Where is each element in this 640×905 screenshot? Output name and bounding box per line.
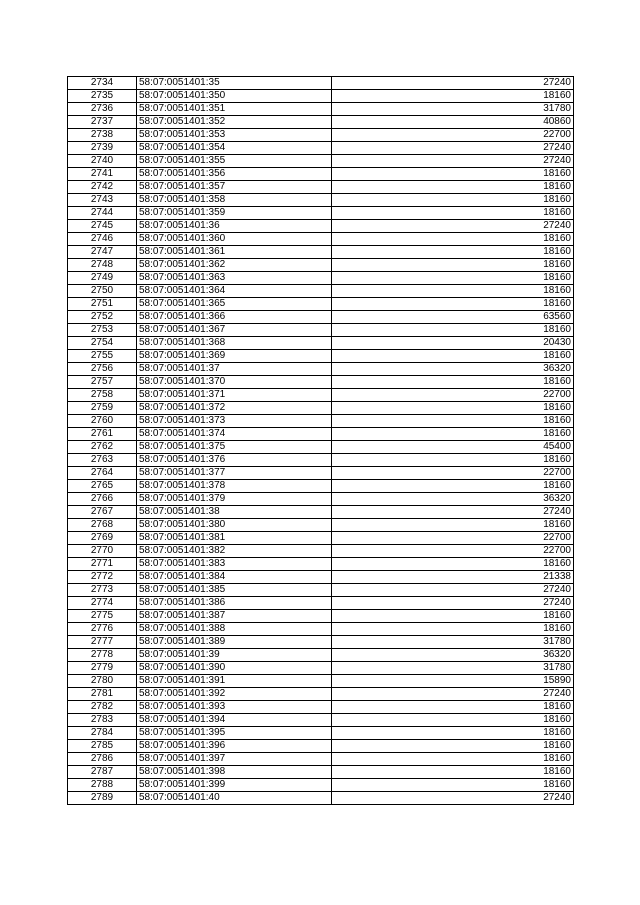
value-cell: 21338	[332, 571, 574, 584]
cadastral-number-cell: 58:07:0051401:358	[137, 194, 332, 207]
cadastral-number-cell: 58:07:0051401:353	[137, 129, 332, 142]
value-cell: 36320	[332, 493, 574, 506]
row-number-cell: 2771	[68, 558, 137, 571]
row-number-cell: 2769	[68, 532, 137, 545]
cadastral-number-cell: 58:07:0051401:39	[137, 649, 332, 662]
value-cell: 22700	[332, 545, 574, 558]
row-number-cell: 2748	[68, 259, 137, 272]
cadastral-number-cell: 58:07:0051401:355	[137, 155, 332, 168]
table-row	[68, 454, 574, 467]
row-number-cell: 2737	[68, 116, 137, 129]
table-row	[68, 532, 574, 545]
value-cell: 40860	[332, 116, 574, 129]
table-row	[68, 376, 574, 389]
cadastral-number-cell: 58:07:0051401:374	[137, 428, 332, 441]
table-row	[68, 246, 574, 259]
table-row	[68, 311, 574, 324]
value-cell: 27240	[332, 77, 574, 90]
cadastral-number-cell: 58:07:0051401:390	[137, 662, 332, 675]
row-number-cell: 2766	[68, 493, 137, 506]
cadastral-number-cell: 58:07:0051401:399	[137, 779, 332, 792]
value-cell: 18160	[332, 766, 574, 779]
table-row	[68, 233, 574, 246]
table-row	[68, 77, 574, 90]
table-row	[68, 649, 574, 662]
table-row	[68, 714, 574, 727]
cadastral-number-cell: 58:07:0051401:376	[137, 454, 332, 467]
row-number-cell: 2762	[68, 441, 137, 454]
table-row	[68, 298, 574, 311]
table-row	[68, 506, 574, 519]
row-number-cell: 2752	[68, 311, 137, 324]
value-cell: 18160	[332, 285, 574, 298]
row-number-cell: 2768	[68, 519, 137, 532]
cadastral-number-cell: 58:07:0051401:386	[137, 597, 332, 610]
value-cell: 18160	[332, 181, 574, 194]
row-number-cell: 2774	[68, 597, 137, 610]
value-cell: 45400	[332, 441, 574, 454]
value-cell: 63560	[332, 311, 574, 324]
value-cell: 15890	[332, 675, 574, 688]
cadastral-number-cell: 58:07:0051401:354	[137, 142, 332, 155]
table-row	[68, 584, 574, 597]
cadastral-number-cell: 58:07:0051401:360	[137, 233, 332, 246]
row-number-cell: 2744	[68, 207, 137, 220]
row-number-cell: 2787	[68, 766, 137, 779]
value-cell: 18160	[332, 272, 574, 285]
row-number-cell: 2745	[68, 220, 137, 233]
table-row	[68, 155, 574, 168]
value-cell: 36320	[332, 649, 574, 662]
table-row	[68, 623, 574, 636]
cadastral-number-cell: 58:07:0051401:371	[137, 389, 332, 402]
cadastral-number-cell: 58:07:0051401:350	[137, 90, 332, 103]
cadastral-number-cell: 58:07:0051401:392	[137, 688, 332, 701]
cadastral-number-cell: 58:07:0051401:367	[137, 324, 332, 337]
value-cell: 18160	[332, 168, 574, 181]
cadastral-number-cell: 58:07:0051401:378	[137, 480, 332, 493]
table-row	[68, 90, 574, 103]
value-cell: 31780	[332, 103, 574, 116]
table-row	[68, 493, 574, 506]
value-cell: 31780	[332, 662, 574, 675]
value-cell: 18160	[332, 623, 574, 636]
table-row	[68, 740, 574, 753]
table-row	[68, 116, 574, 129]
cadastral-number-cell: 58:07:0051401:37	[137, 363, 332, 376]
row-number-cell: 2734	[68, 77, 137, 90]
value-cell: 18160	[332, 207, 574, 220]
value-cell: 18160	[332, 233, 574, 246]
cadastral-number-cell: 58:07:0051401:398	[137, 766, 332, 779]
table-row	[68, 792, 574, 805]
cadastral-number-cell: 58:07:0051401:370	[137, 376, 332, 389]
table-row	[68, 480, 574, 493]
row-number-cell: 2753	[68, 324, 137, 337]
row-number-cell: 2738	[68, 129, 137, 142]
cadastral-value-table	[67, 76, 574, 805]
cadastral-number-cell: 58:07:0051401:368	[137, 337, 332, 350]
value-cell: 22700	[332, 467, 574, 480]
row-number-cell: 2780	[68, 675, 137, 688]
table-row	[68, 402, 574, 415]
value-cell: 18160	[332, 519, 574, 532]
value-cell: 31780	[332, 636, 574, 649]
cadastral-number-cell: 58:07:0051401:361	[137, 246, 332, 259]
table-row	[68, 675, 574, 688]
value-cell: 18160	[332, 779, 574, 792]
value-cell: 18160	[332, 428, 574, 441]
table-row	[68, 285, 574, 298]
value-cell: 18160	[332, 298, 574, 311]
value-cell: 27240	[332, 220, 574, 233]
row-number-cell: 2757	[68, 376, 137, 389]
table-row	[68, 519, 574, 532]
row-number-cell: 2778	[68, 649, 137, 662]
table-row	[68, 441, 574, 454]
row-number-cell: 2749	[68, 272, 137, 285]
cadastral-number-cell: 58:07:0051401:356	[137, 168, 332, 181]
cadastral-number-cell: 58:07:0051401:396	[137, 740, 332, 753]
row-number-cell: 2789	[68, 792, 137, 805]
cadastral-number-cell: 58:07:0051401:375	[137, 441, 332, 454]
row-number-cell: 2772	[68, 571, 137, 584]
cadastral-number-cell: 58:07:0051401:359	[137, 207, 332, 220]
cadastral-number-cell: 58:07:0051401:351	[137, 103, 332, 116]
value-cell: 18160	[332, 480, 574, 493]
row-number-cell: 2767	[68, 506, 137, 519]
value-cell: 27240	[332, 792, 574, 805]
cadastral-number-cell: 58:07:0051401:38	[137, 506, 332, 519]
row-number-cell: 2750	[68, 285, 137, 298]
cadastral-number-cell: 58:07:0051401:395	[137, 727, 332, 740]
value-cell: 18160	[332, 194, 574, 207]
table-row	[68, 545, 574, 558]
table-row	[68, 688, 574, 701]
table-row	[68, 415, 574, 428]
row-number-cell: 2739	[68, 142, 137, 155]
value-cell: 18160	[332, 350, 574, 363]
table-row	[68, 571, 574, 584]
row-number-cell: 2756	[68, 363, 137, 376]
table-row	[68, 181, 574, 194]
table-row	[68, 766, 574, 779]
row-number-cell: 2784	[68, 727, 137, 740]
row-number-cell: 2751	[68, 298, 137, 311]
value-cell: 27240	[332, 688, 574, 701]
value-cell: 22700	[332, 129, 574, 142]
cadastral-number-cell: 58:07:0051401:381	[137, 532, 332, 545]
value-cell: 18160	[332, 454, 574, 467]
row-number-cell: 2735	[68, 90, 137, 103]
table-row	[68, 142, 574, 155]
cadastral-number-cell: 58:07:0051401:40	[137, 792, 332, 805]
row-number-cell: 2775	[68, 610, 137, 623]
cadastral-number-cell: 58:07:0051401:369	[137, 350, 332, 363]
cadastral-number-cell: 58:07:0051401:389	[137, 636, 332, 649]
cadastral-number-cell: 58:07:0051401:382	[137, 545, 332, 558]
table-row	[68, 272, 574, 285]
row-number-cell: 2765	[68, 480, 137, 493]
row-number-cell: 2764	[68, 467, 137, 480]
row-number-cell: 2783	[68, 714, 137, 727]
table-row	[68, 129, 574, 142]
value-cell: 18160	[332, 701, 574, 714]
cadastral-number-cell: 58:07:0051401:393	[137, 701, 332, 714]
value-cell: 18160	[332, 324, 574, 337]
value-cell: 22700	[332, 532, 574, 545]
value-cell: 18160	[332, 415, 574, 428]
cadastral-number-cell: 58:07:0051401:385	[137, 584, 332, 597]
table-row	[68, 727, 574, 740]
cadastral-number-cell: 58:07:0051401:357	[137, 181, 332, 194]
row-number-cell: 2782	[68, 701, 137, 714]
table-row	[68, 363, 574, 376]
cadastral-number-cell: 58:07:0051401:379	[137, 493, 332, 506]
row-number-cell: 2758	[68, 389, 137, 402]
table-row	[68, 207, 574, 220]
cadastral-number-cell: 58:07:0051401:364	[137, 285, 332, 298]
row-number-cell: 2740	[68, 155, 137, 168]
table-row	[68, 467, 574, 480]
row-number-cell: 2754	[68, 337, 137, 350]
cadastral-number-cell: 58:07:0051401:377	[137, 467, 332, 480]
table-row	[68, 779, 574, 792]
value-cell: 36320	[332, 363, 574, 376]
table-row	[68, 259, 574, 272]
table-row	[68, 220, 574, 233]
cadastral-number-cell: 58:07:0051401:372	[137, 402, 332, 415]
value-cell: 27240	[332, 155, 574, 168]
row-number-cell: 2742	[68, 181, 137, 194]
cadastral-number-cell: 58:07:0051401:383	[137, 558, 332, 571]
table-row	[68, 701, 574, 714]
value-cell: 27240	[332, 597, 574, 610]
table-body	[68, 77, 574, 805]
row-number-cell: 2755	[68, 350, 137, 363]
row-number-cell: 2776	[68, 623, 137, 636]
row-number-cell: 2788	[68, 779, 137, 792]
row-number-cell: 2736	[68, 103, 137, 116]
table-row	[68, 428, 574, 441]
value-cell: 18160	[332, 246, 574, 259]
table-row	[68, 597, 574, 610]
row-number-cell: 2777	[68, 636, 137, 649]
row-number-cell: 2746	[68, 233, 137, 246]
value-cell: 18160	[332, 714, 574, 727]
table-row	[68, 610, 574, 623]
row-number-cell: 2760	[68, 415, 137, 428]
table-row	[68, 324, 574, 337]
row-number-cell: 2781	[68, 688, 137, 701]
cadastral-number-cell: 58:07:0051401:394	[137, 714, 332, 727]
cadastral-number-cell: 58:07:0051401:363	[137, 272, 332, 285]
cadastral-number-cell: 58:07:0051401:35	[137, 77, 332, 90]
table-row	[68, 337, 574, 350]
row-number-cell: 2741	[68, 168, 137, 181]
row-number-cell: 2785	[68, 740, 137, 753]
value-cell: 27240	[332, 584, 574, 597]
value-cell: 18160	[332, 259, 574, 272]
cadastral-number-cell: 58:07:0051401:384	[137, 571, 332, 584]
cadastral-number-cell: 58:07:0051401:388	[137, 623, 332, 636]
cadastral-number-cell: 58:07:0051401:380	[137, 519, 332, 532]
cadastral-number-cell: 58:07:0051401:36	[137, 220, 332, 233]
row-number-cell: 2759	[68, 402, 137, 415]
table-row	[68, 350, 574, 363]
row-number-cell: 2773	[68, 584, 137, 597]
table-row	[68, 194, 574, 207]
row-number-cell: 2786	[68, 753, 137, 766]
table-row	[68, 103, 574, 116]
cadastral-number-cell: 58:07:0051401:387	[137, 610, 332, 623]
cadastral-number-cell: 58:07:0051401:391	[137, 675, 332, 688]
cadastral-number-cell: 58:07:0051401:352	[137, 116, 332, 129]
cadastral-number-cell: 58:07:0051401:365	[137, 298, 332, 311]
table-row	[68, 558, 574, 571]
value-cell: 18160	[332, 558, 574, 571]
cadastral-number-cell: 58:07:0051401:366	[137, 311, 332, 324]
value-cell: 27240	[332, 142, 574, 155]
value-cell: 22700	[332, 389, 574, 402]
cadastral-number-cell: 58:07:0051401:373	[137, 415, 332, 428]
row-number-cell: 2770	[68, 545, 137, 558]
value-cell: 18160	[332, 740, 574, 753]
value-cell: 18160	[332, 376, 574, 389]
table-row	[68, 636, 574, 649]
value-cell: 18160	[332, 90, 574, 103]
row-number-cell: 2761	[68, 428, 137, 441]
table-row	[68, 753, 574, 766]
value-cell: 18160	[332, 727, 574, 740]
cadastral-number-cell: 58:07:0051401:397	[137, 753, 332, 766]
table-row	[68, 662, 574, 675]
value-cell: 20430	[332, 337, 574, 350]
row-number-cell: 2747	[68, 246, 137, 259]
value-cell: 27240	[332, 506, 574, 519]
row-number-cell: 2779	[68, 662, 137, 675]
value-cell: 18160	[332, 402, 574, 415]
cadastral-number-cell: 58:07:0051401:362	[137, 259, 332, 272]
table-row	[68, 389, 574, 402]
table-row	[68, 168, 574, 181]
value-cell: 18160	[332, 610, 574, 623]
row-number-cell: 2763	[68, 454, 137, 467]
row-number-cell: 2743	[68, 194, 137, 207]
value-cell: 18160	[332, 753, 574, 766]
